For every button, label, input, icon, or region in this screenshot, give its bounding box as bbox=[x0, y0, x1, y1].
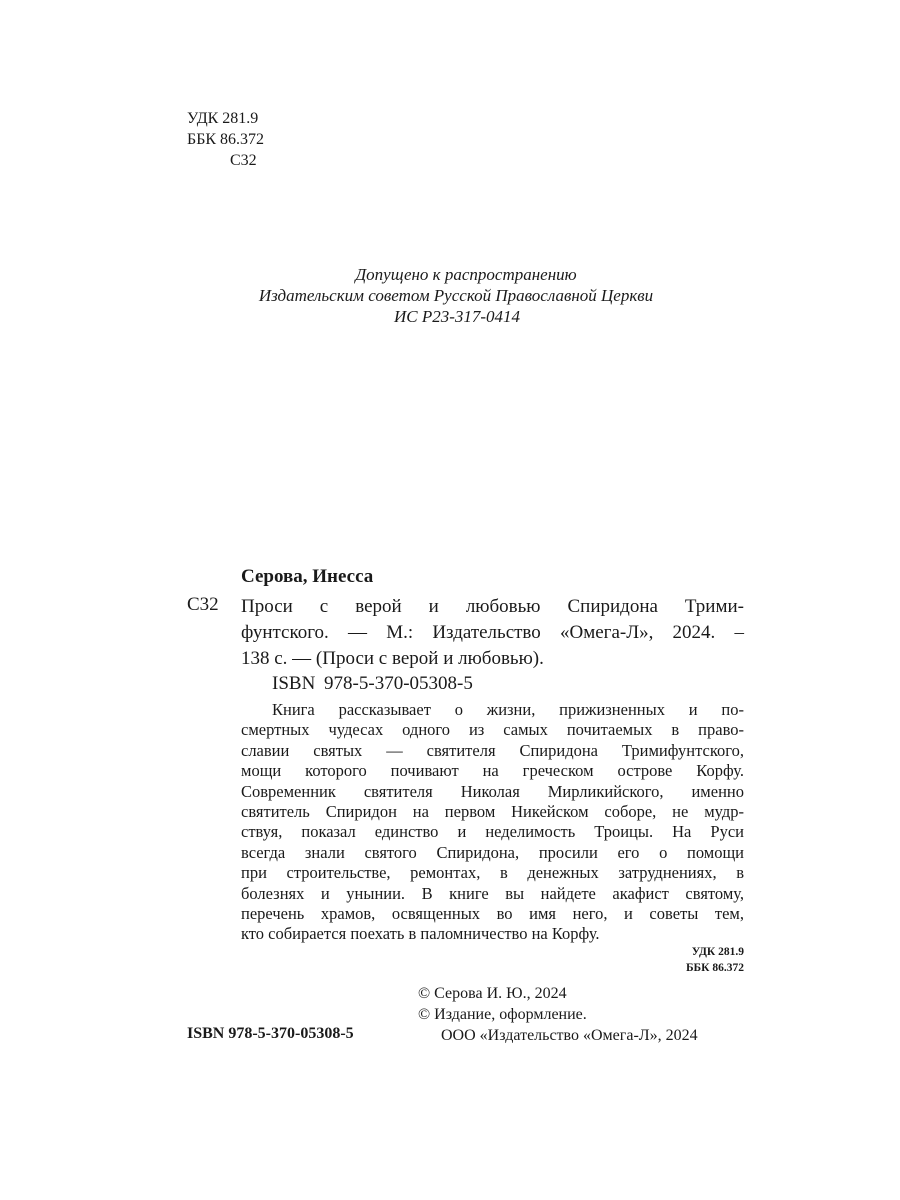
copyright-publisher: ООО «Издательство «Омега-Л», 2024 bbox=[441, 1027, 698, 1044]
author-name: Серова, Инесса bbox=[241, 566, 374, 587]
approval-line-1: Допущено к распространению bbox=[355, 265, 577, 284]
approval-notice bbox=[0, 264, 900, 327]
udk-code-small: УДК 281.9 bbox=[691, 946, 744, 958]
isbn-entry: ISBN 978-5-370-05308-5 bbox=[272, 673, 473, 694]
classification-codes bbox=[674, 944, 744, 976]
entry-line: 138 с. — (Проси с верой и любовью). bbox=[241, 648, 544, 669]
abstract-line: при строительстве, ремонтах, в денежных затруднениях, в bbox=[241, 863, 744, 883]
abstract-line: смертных чудесах одного из самых почитаемых в право- bbox=[241, 720, 744, 740]
abstract-line: славии святых — святителя Спиридона Тримифунтского, bbox=[241, 740, 744, 760]
copyright-block bbox=[418, 983, 698, 1046]
bbk-code-small: ББК 86.372 bbox=[685, 962, 744, 974]
entry-line: Проси с верой и любовью Спиридона Трими- bbox=[241, 596, 744, 617]
copyright-author: © Серова И. Ю., 2024 bbox=[418, 985, 567, 1002]
abstract-line: мощи которого почивают на греческом острове Корфу. bbox=[241, 761, 744, 781]
isbn-bottom: ISBN 978-5-370-05308-5 bbox=[187, 1025, 354, 1042]
bibliographic-entry bbox=[241, 594, 744, 672]
abstract bbox=[241, 700, 744, 945]
udk-code: УДК 281.9 bbox=[187, 110, 259, 127]
entry-code: С32 bbox=[187, 594, 219, 615]
author-mark: С32 bbox=[230, 152, 257, 169]
abstract-line: Книга рассказывает о жизни, прижизненных и по- bbox=[272, 700, 744, 719]
abstract-line: всегда знали святого Спиридона, просили его о помощи bbox=[241, 842, 744, 862]
approval-line-3: ИС Р23-317-0414 bbox=[393, 307, 521, 326]
entry-line: фунтского. — М.: Издательство «Омега-Л», 2024. – bbox=[241, 622, 744, 643]
udk-bbk-block bbox=[187, 108, 264, 171]
approval-line-2: Издательским советом Русской Православной Церкви bbox=[258, 286, 654, 305]
copyright-edition: © Издание, оформление. bbox=[418, 1006, 587, 1023]
abstract-line: кто собирается поехать в паломничество на Корфу. bbox=[241, 924, 600, 944]
abstract-line: Современник святителя Николая Мирликийского, именно bbox=[241, 781, 744, 801]
abstract-line: святитель Спиридон на первом Никейском соборе, не мудр- bbox=[241, 802, 744, 822]
bbk-code: ББК 86.372 bbox=[187, 131, 265, 148]
abstract-line: ствуя, показал единство и неделимость Троицы. На Руси bbox=[241, 822, 744, 842]
abstract-line: болезнях и унынии. В книге вы найдете акафист святому, bbox=[241, 883, 744, 903]
abstract-line: перечень храмов, освященных во имя него, и советы тем, bbox=[241, 904, 744, 924]
